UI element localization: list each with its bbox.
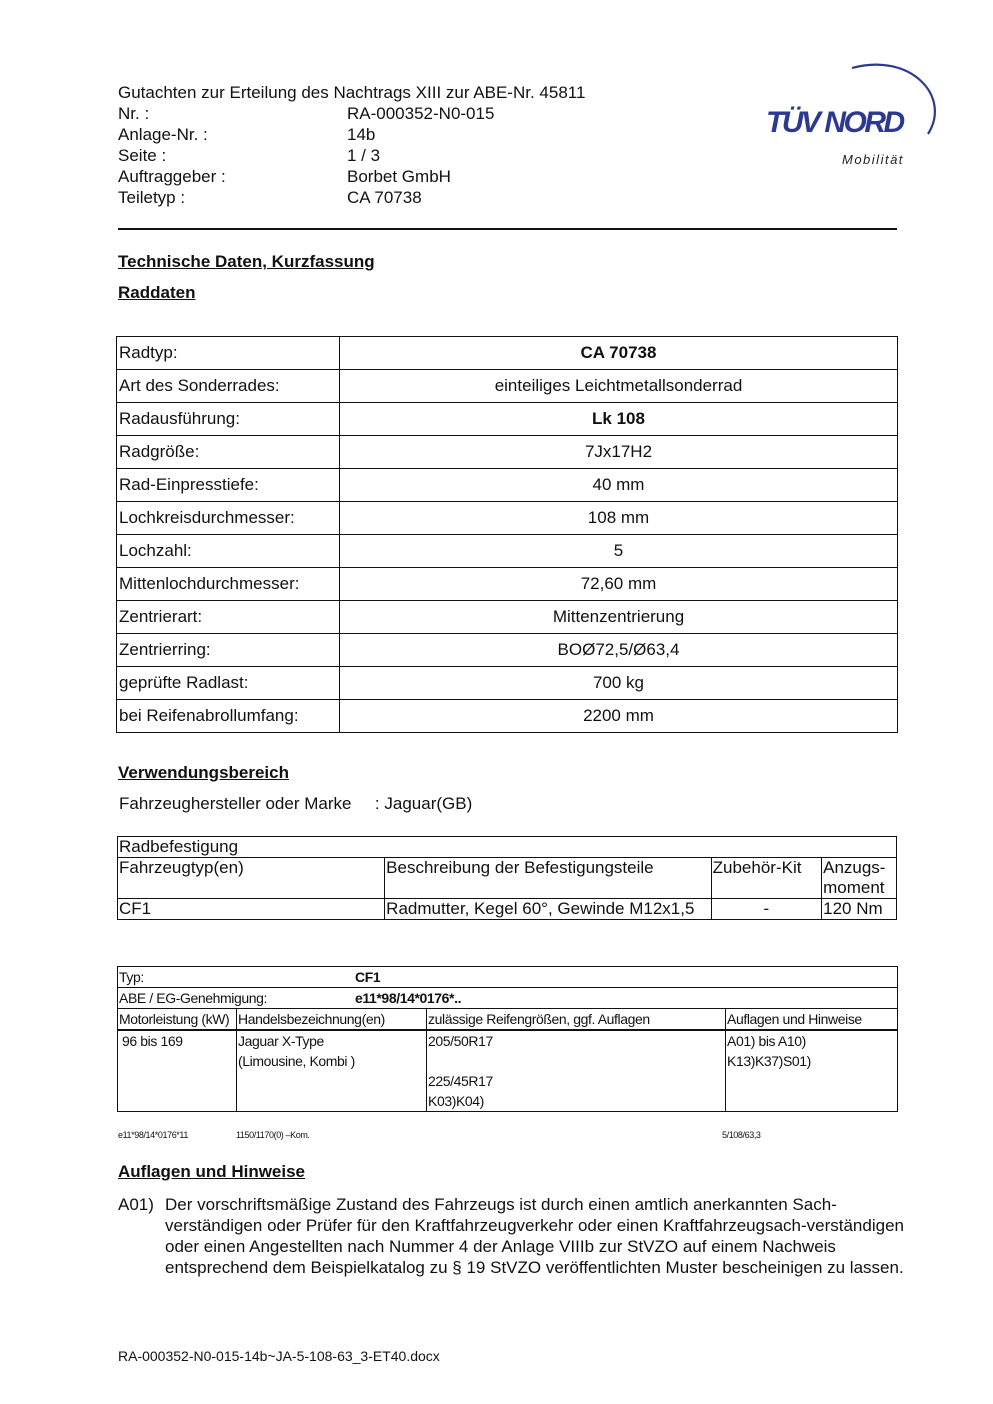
abe-value: e11*98/14*0176*..	[355, 990, 462, 1006]
field-label: Anlage-Nr. :	[118, 125, 208, 144]
table-row	[117, 667, 898, 700]
header-divider	[118, 228, 897, 230]
header-field-nr	[0, 103, 700, 124]
header-field-auftraggeber	[0, 166, 700, 187]
header-field-teiletyp	[0, 187, 700, 208]
header-cell: zulässige Reifengrößen, ggf. Auflagen	[427, 1009, 726, 1031]
row-value: 40 mm	[340, 469, 898, 502]
note-code: A01)	[118, 1195, 154, 1214]
cell-trade-name	[237, 1030, 427, 1112]
trade-subtitle: (Limousine, Kombi )	[238, 1053, 355, 1069]
row-label: geprüfte Radlast:	[117, 667, 340, 700]
row-value: 2200 mm	[340, 700, 898, 733]
manufacturer-line	[119, 794, 472, 814]
field-value: Borbet GmbH	[347, 167, 451, 186]
header-cell: Beschreibung der Befestigungsteile	[385, 858, 711, 899]
trade-name: Jaguar X-Type	[238, 1033, 324, 1049]
tire-size: 225/45R17	[428, 1073, 493, 1089]
header-cell: Anzugs- moment	[822, 858, 897, 899]
header-cell: Zubehör-Kit	[711, 858, 821, 899]
table-header-row	[118, 1009, 898, 1031]
logo-wordmark: TÜV NORD	[766, 106, 903, 139]
small-print-mid: 1150/1170(0) –Kom.	[236, 1130, 310, 1140]
table-row	[118, 899, 897, 920]
typ-row	[118, 967, 898, 988]
row-value: 72,60 mm	[340, 568, 898, 601]
section-title-raddaten: Raddaten	[118, 283, 196, 302]
field-value: RA-000352-N0-015	[347, 104, 495, 123]
row-label: Lochzahl:	[117, 535, 340, 568]
table-title-row	[118, 837, 897, 858]
manufacturer-label: Fahrzeughersteller oder Marke	[119, 794, 352, 813]
typ-value: CF1	[355, 969, 381, 985]
table-row	[117, 469, 898, 502]
row-label: Rad-Einpresstiefe:	[117, 469, 340, 502]
document-title: Gutachten zur Erteilung des Nachtrags XIII zur ABE-Nr. 45811	[118, 83, 586, 102]
field-label: Teiletyp :	[118, 188, 186, 207]
wheel-data-table	[116, 336, 898, 733]
cell-tires	[427, 1030, 726, 1112]
row-label: Zentrierring:	[117, 634, 340, 667]
abe-label: ABE / EG-Genehmigung:	[119, 990, 268, 1006]
abe-row	[118, 988, 898, 1009]
small-print-right: 5/108/63,3	[722, 1130, 761, 1140]
row-value: BOØ72,5/Ø63,4	[340, 634, 898, 667]
section-title-auflagen: Auflagen und Hinweise	[118, 1162, 306, 1181]
table-row	[117, 370, 898, 403]
row-value: 7Jx17H2	[340, 436, 898, 469]
row-label: Radtyp:	[117, 337, 340, 370]
manufacturer-separator: :	[374, 794, 380, 813]
row-label: Radgröße:	[117, 436, 340, 469]
table-header-row	[118, 858, 897, 899]
row-value: CA 70738	[340, 337, 898, 370]
row-label: Zentrierart:	[117, 601, 340, 634]
table-title: Radbefestigung	[118, 837, 897, 858]
row-value: einteiliges Leichtmetallsonderrad	[340, 370, 898, 403]
row-label: Lochkreisdurchmesser:	[117, 502, 340, 535]
table-row	[117, 634, 898, 667]
table-row	[117, 700, 898, 733]
cell-description: Radmutter, Kegel 60°, Gewinde M12x1,5	[385, 899, 711, 920]
field-value: 14b	[347, 125, 376, 144]
header-cell: Handelsbezeichnung(en)	[237, 1009, 427, 1031]
typ-label: Typ:	[119, 969, 144, 985]
row-value: 5	[340, 535, 898, 568]
typ-table	[117, 966, 898, 1112]
row-label: bei Reifenabrollumfang:	[117, 700, 340, 733]
logo-tagline: Mobilität	[842, 152, 904, 167]
table-row	[117, 535, 898, 568]
befestigung-table	[117, 836, 897, 920]
table-row	[118, 1030, 898, 1112]
manufacturer-value: Jaguar(GB)	[384, 794, 473, 813]
row-value: Mittenzentrierung	[340, 601, 898, 634]
field-value: CA 70738	[347, 188, 422, 207]
tire-notes: K03)K04)	[428, 1093, 484, 1109]
row-value: Lk 108	[340, 403, 898, 436]
notes-line: K13)K37)S01)	[727, 1053, 811, 1069]
section-title-tech: Technische Daten, Kurzfassung	[118, 252, 375, 271]
table-row	[117, 337, 898, 370]
row-label: Radausführung:	[117, 403, 340, 436]
row-value: 700 kg	[340, 667, 898, 700]
field-value: 1 / 3	[347, 146, 381, 165]
document-footer: RA-000352-N0-015-14b~JA-5-108-63_3-ET40.docx	[118, 1348, 440, 1364]
row-value: 108 mm	[340, 502, 898, 535]
header-cell: Auflagen und Hinweise	[726, 1009, 898, 1031]
cell-notes	[726, 1030, 898, 1112]
table-row	[117, 568, 898, 601]
header-cell: Motorleistung (kW)	[118, 1009, 237, 1031]
cell-type: CF1	[118, 899, 385, 920]
cell-torque: 120 Nm	[822, 899, 897, 920]
row-label: Art des Sonderrades:	[117, 370, 340, 403]
table-row	[117, 403, 898, 436]
field-label: Nr. :	[118, 104, 150, 123]
notes-line: A01) bis A10)	[727, 1033, 806, 1049]
table-row	[117, 502, 898, 535]
table-row	[117, 601, 898, 634]
note-text: Der vorschriftsmäßige Zustand des Fahrzeugs ist durch einen amtlich anerkannten Sach-verständigen oder Prüfer für den Kraftfahrzeugverkehr oder einen Kraftfahrzeugsach-verständigen oder einen Angestellten nach Nummer 4 der Anlage VIIIb zur StVZO auf einem Nachweis entsprechend dem Beispielkatalog zu § 19 StVZO veröffentlichten Muster bescheinigen zu lassen.	[165, 1195, 904, 1277]
tire-size: 205/50R17	[428, 1033, 493, 1049]
header-field-anlage	[0, 124, 700, 145]
cell-kit: -	[711, 899, 821, 920]
table-row	[117, 436, 898, 469]
header-field-seite	[0, 145, 700, 166]
field-label: Auftraggeber :	[118, 167, 226, 186]
row-label: Mittenlochdurchmesser:	[117, 568, 340, 601]
cell-power: 96 bis 169	[118, 1030, 237, 1112]
small-print-left: e11*98/14*0176*11	[118, 1130, 188, 1140]
section-title-verwendung: Verwendungsbereich	[118, 763, 289, 782]
field-label: Seite :	[118, 146, 167, 165]
tuv-nord-logo	[760, 56, 945, 174]
header-cell: Fahrzeugtyp(en)	[118, 858, 385, 899]
